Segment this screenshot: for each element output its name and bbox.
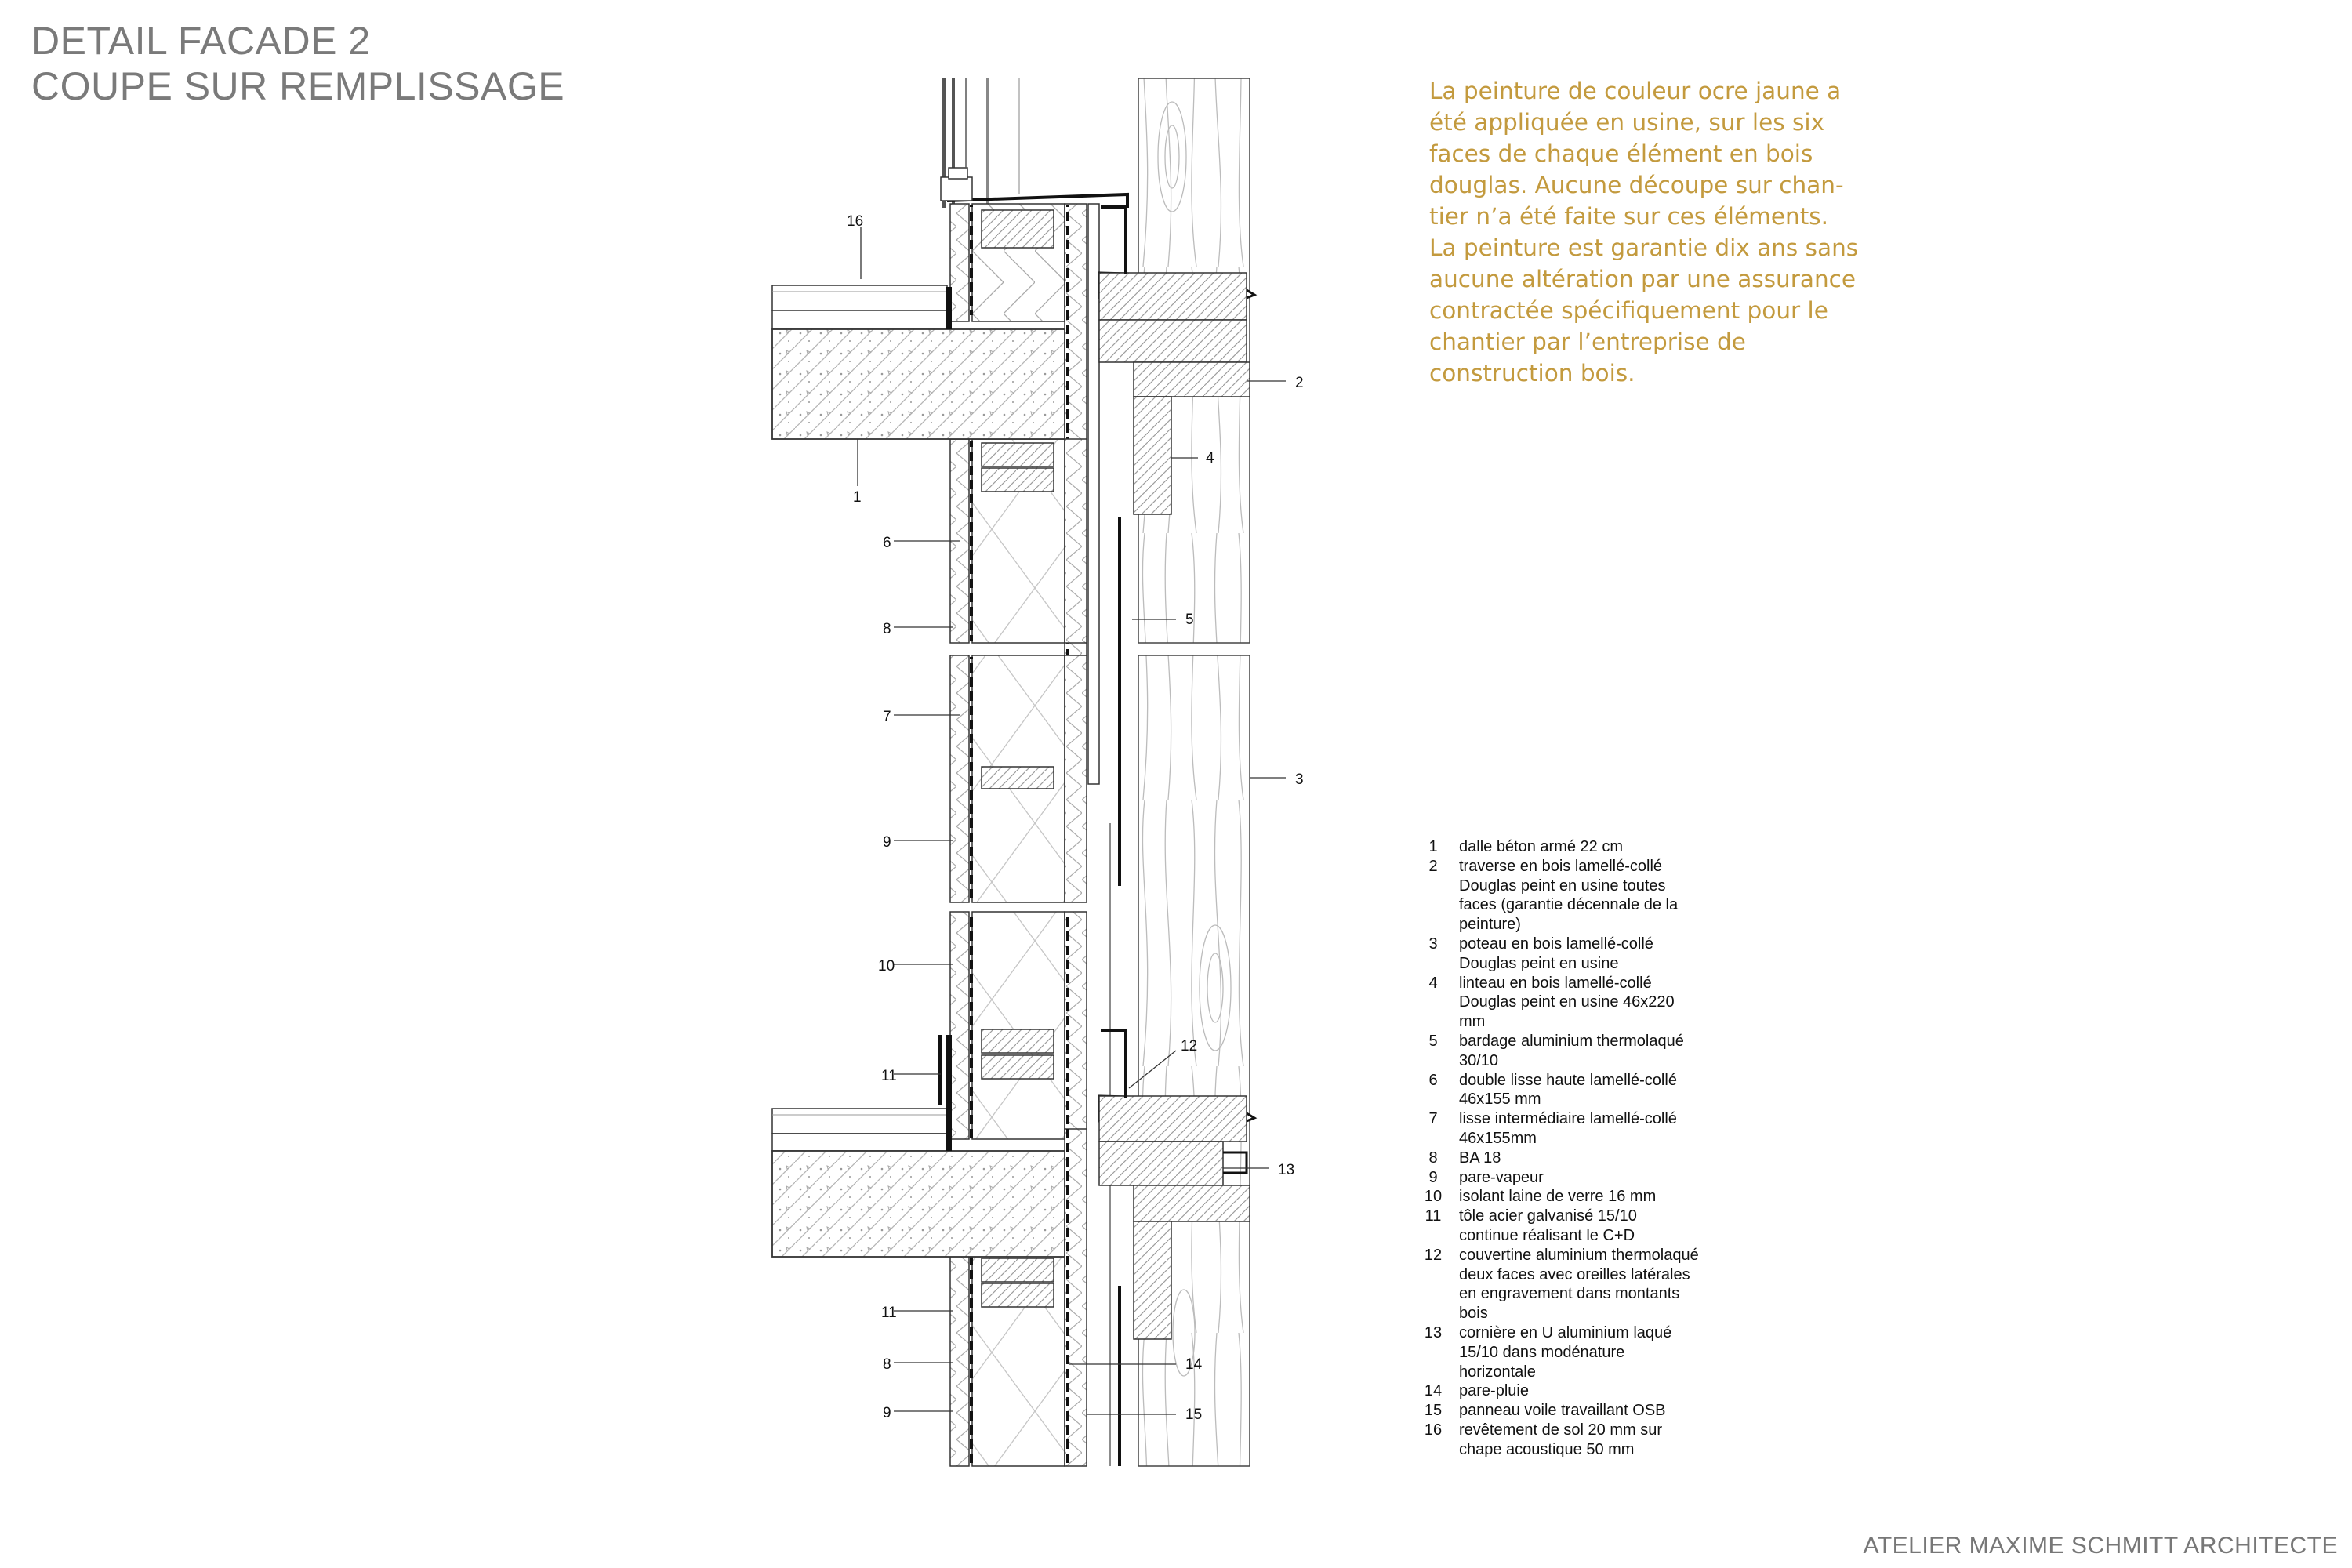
legend-number: 5	[1428, 1032, 1438, 1050]
callout-11a: 11	[881, 1068, 897, 1084]
legend-item	[1407, 1071, 1718, 1110]
legend-text: poteau en bois lamellé-collé Douglas peint en usine	[1459, 935, 1653, 972]
legend-text: pare-pluie	[1459, 1382, 1529, 1400]
legend-number: 16	[1424, 1421, 1443, 1439]
legend-text: panneau voile travaillant OSB	[1459, 1402, 1666, 1420]
legend-item	[1407, 1246, 1718, 1323]
legend-number: 15	[1424, 1402, 1443, 1420]
legend-number: 9	[1428, 1168, 1438, 1186]
callout-11b: 11	[881, 1305, 897, 1321]
legend-text: BA 18	[1459, 1149, 1501, 1167]
callout-12: 12	[1181, 1038, 1198, 1054]
legend-number: 3	[1428, 935, 1438, 953]
legend-text: linteau en bois lamellé-collé Douglas peint en usine 46x220 mm	[1459, 974, 1675, 1031]
callout-7: 7	[883, 709, 891, 725]
callout-9a: 9	[883, 834, 891, 851]
legend-item	[1407, 1381, 1718, 1401]
legend-item	[1407, 1168, 1718, 1188]
callout-2: 2	[1295, 375, 1304, 391]
legend-item	[1407, 1421, 1718, 1460]
legend-item	[1407, 974, 1718, 1032]
legend-text: lisse intermédiaire lamellé-collé 46x155mm	[1459, 1110, 1677, 1147]
callout-6: 6	[883, 535, 891, 551]
callout-5: 5	[1185, 612, 1194, 628]
legend-number: 14	[1424, 1382, 1443, 1400]
legend-number: 11	[1425, 1207, 1442, 1225]
callout-9b: 9	[883, 1405, 891, 1421]
legend-text: isolant laine de verre 16 mm	[1459, 1188, 1657, 1206]
callout-3: 3	[1295, 771, 1304, 788]
legend-text: revêtement de sol 20 mm sur chape acoustique 50 mm	[1459, 1421, 1662, 1458]
legend	[1407, 837, 1718, 1460]
legend-item	[1407, 1032, 1718, 1071]
legend-text: dalle béton armé 22 cm	[1459, 838, 1624, 855]
legend-text: tôle acier galvanisé 15/10 continue réalisant le C+D	[1459, 1207, 1637, 1244]
legend-item	[1407, 1207, 1718, 1246]
legend-number: 8	[1428, 1149, 1438, 1167]
legend-item	[1407, 1149, 1718, 1168]
legend-text: traverse en bois lamellé-collé Douglas peint en usine toutes faces (garantie décennale de la peinture)	[1459, 857, 1679, 934]
legend-item	[1407, 1109, 1718, 1149]
legend-text: double lisse haute lamellé-collé 46x155 mm	[1459, 1071, 1677, 1109]
callout-8b: 8	[883, 1356, 891, 1373]
callout-13: 13	[1278, 1162, 1295, 1178]
drawing-subtitle: COUPE SUR REMPLISSAGE	[31, 64, 565, 108]
legend-item	[1407, 857, 1718, 935]
legend-number: 10	[1424, 1188, 1443, 1206]
legend-number: 13	[1424, 1323, 1443, 1341]
callout-8a: 8	[883, 621, 891, 637]
legend-text: pare-vapeur	[1459, 1168, 1544, 1186]
drawing-title: DETAIL FACADE 2	[31, 19, 371, 63]
callout-1: 1	[853, 489, 862, 506]
legend-item	[1407, 1401, 1718, 1421]
legend-number: 6	[1428, 1071, 1438, 1089]
legend-item	[1407, 837, 1718, 857]
callout-14: 14	[1185, 1356, 1203, 1373]
legend-number: 7	[1428, 1110, 1438, 1128]
legend-number: 12	[1424, 1246, 1443, 1264]
legend-item	[1407, 1323, 1718, 1381]
callout-10: 10	[878, 958, 895, 975]
legend-item	[1407, 935, 1718, 974]
legend-number: 4	[1428, 974, 1438, 992]
callout-15: 15	[1185, 1406, 1203, 1423]
legend-text: bardage aluminium thermolaqué 30/10	[1459, 1032, 1684, 1069]
paint-note-text: La peinture de couleur ocre jaune a été appliquée en usine, sur les six faces de chaque élément en bois douglas. Aucune découpe sur chan- tier n’a été faite sur ces éléments. La peinture est garantie dix ans sans aucune altération par une assurance contractée spécifiquement pour le chantier par l’entreprise de construction bois.	[1429, 78, 1859, 387]
legend-text: couvertine aluminium thermolaqué deux faces avec oreilles latérales en engravement dans montants bois	[1459, 1246, 1699, 1323]
callout-4: 4	[1206, 450, 1214, 466]
legend-item	[1407, 1187, 1718, 1207]
architect-signature: ATELIER MAXIME SCHMITT ARCHITECTE	[1863, 1533, 2338, 1559]
legend-number: 1	[1428, 838, 1438, 855]
legend-text: cornière en U aluminium laqué 15/10 dans modénature horizontale	[1459, 1323, 1672, 1381]
callout-16: 16	[847, 213, 864, 230]
legend-number: 2	[1428, 857, 1438, 875]
